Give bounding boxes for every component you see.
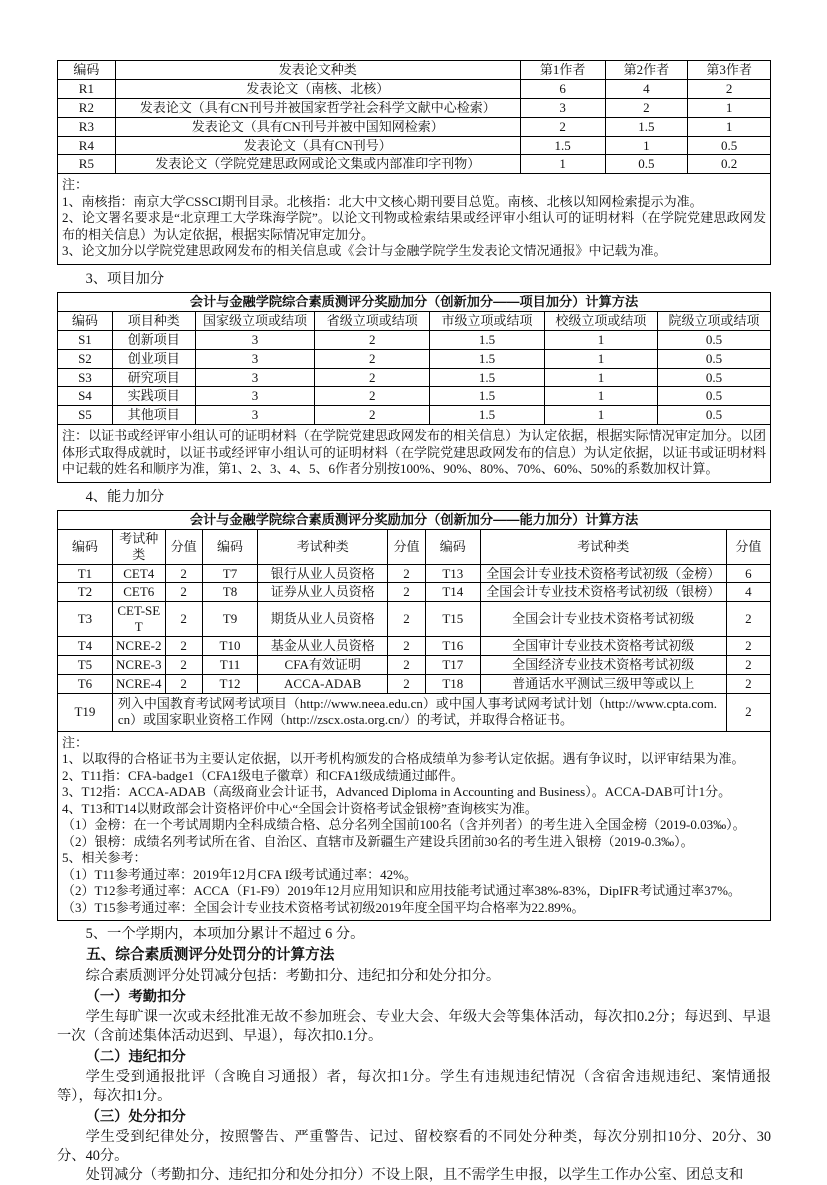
note-line: （1）金榜：在一个考试周期内全科成绩合格、总分名列全国前100名（含并列者）的考生进入全国金榜（2019-0.03‰）。	[62, 817, 746, 833]
cell-score: 0.5	[657, 349, 770, 368]
table3-title: 会计与金融学院综合素质测评分奖励加分（创新加分——能力加分）计算方法	[58, 510, 771, 529]
paragraph-attendance-deduction: 学生每旷课一次或未经批准无故不参加班会、专业大会、年级大会等集体活动，每次扣0.2分；每迟到、早退一次（含前述集体活动迟到、早退），每次扣0.1分。	[57, 1009, 771, 1045]
cell-score: 1	[544, 349, 657, 368]
cell-exam: CFA有效证明	[258, 655, 388, 674]
cell-paper-type: 发表论文（具有CN刊号并被国家哲学社会科学文献中心检索）	[115, 98, 520, 117]
cell-score: 2	[315, 387, 430, 406]
table-notes-row	[58, 425, 771, 483]
cell-exam: 全国会计专业技术资格考试初级（金榜）	[480, 564, 726, 583]
cell-score: 1	[544, 330, 657, 349]
cell-score: 2	[520, 117, 605, 136]
table-title-row	[58, 292, 771, 311]
cell-paper-type: 发表论文（南核、北核）	[115, 80, 520, 99]
table-row	[58, 117, 771, 136]
ability-points-table	[57, 510, 771, 921]
table-header-row	[58, 529, 771, 564]
cell-score: 2	[315, 406, 430, 425]
cell-score: 2	[165, 655, 202, 674]
paragraph-penalty-intro: 综合素质测评分处罚减分包括：考勤扣分、违纪扣分和处分扣分。	[85, 968, 501, 985]
cell-exam: 期货从业人员资格	[258, 602, 388, 637]
cell-score: 2	[315, 349, 430, 368]
cell-score: 1.5	[430, 368, 545, 387]
cell-score: 2	[165, 583, 202, 602]
cell-exam: CET4	[112, 564, 165, 583]
table-title-row	[58, 510, 771, 529]
note-line: 3、T12指：ACCA-ADAB（高级商业会计证书，Advanced Diploma in Accounting and Business）。ACCA-DAB可计1分。	[62, 784, 732, 800]
cell-code: T7	[202, 564, 258, 583]
cell-code: T1	[58, 564, 113, 583]
cell-code: S2	[58, 349, 113, 368]
heading-discipline-deduction: （二）违纪扣分	[85, 1049, 186, 1066]
cell-code: R5	[58, 155, 116, 174]
cell-score: 2	[165, 564, 202, 583]
cell-score: 2	[165, 602, 202, 637]
col-header-author2: 第2作者	[605, 61, 688, 80]
col-header-code: 编码	[202, 529, 258, 564]
cell-code: T15	[425, 602, 480, 637]
cell-score: 4	[726, 583, 770, 602]
cell-code: R2	[58, 98, 116, 117]
table-header-row	[58, 311, 771, 330]
cell-score: 2	[726, 602, 770, 637]
cell-score: 0.5	[657, 330, 770, 349]
cell-score: 3	[195, 349, 315, 368]
col-header-code: 编码	[58, 61, 116, 80]
table-row	[58, 80, 771, 99]
col-header-university: 校级立项或结项	[544, 311, 657, 330]
cell-score: 2	[388, 636, 426, 655]
cell-score: 0.5	[605, 155, 688, 174]
cell-score: 1	[544, 406, 657, 425]
cell-score: 1.5	[605, 117, 688, 136]
cell-project-type: 创新项目	[112, 330, 195, 349]
cell-code: S1	[58, 330, 113, 349]
col-header-score: 分值	[388, 529, 426, 564]
cell-score: 6	[520, 80, 605, 99]
cell-score: 0.5	[657, 368, 770, 387]
cell-score: 2	[726, 693, 770, 731]
cell-score: 2	[726, 674, 770, 693]
cell-score: 1	[520, 155, 605, 174]
cell-exam: NCRE-3	[112, 655, 165, 674]
cell-project-type: 实践项目	[112, 387, 195, 406]
cell-exam: 全国审计专业技术资格考试初级	[480, 636, 726, 655]
cell-exam: CET-SET	[112, 602, 165, 637]
cell-score: 0.5	[657, 387, 770, 406]
cell-score: 3	[195, 330, 315, 349]
cell-score: 2	[388, 564, 426, 583]
cell-exam: 基金从业人员资格	[258, 636, 388, 655]
cell-exam: 证券从业人员资格	[258, 583, 388, 602]
table-row-t19	[58, 693, 771, 731]
cell-code: R1	[58, 80, 116, 99]
cell-code: T16	[425, 636, 480, 655]
cell-code: T2	[58, 583, 113, 602]
note-line: （3）T15参考通过率：全国会计专业技术资格考试初级2019年度全国平均合格率为22.89%。	[62, 899, 585, 915]
table3-notes	[58, 731, 771, 921]
cell-score: 3	[195, 368, 315, 387]
cell-score: 0.5	[688, 136, 771, 155]
cell-score: 2	[605, 98, 688, 117]
cell-score: 6	[726, 564, 770, 583]
cell-project-type: 创业项目	[112, 349, 195, 368]
cell-code: T11	[202, 655, 258, 674]
cell-score: 1.5	[430, 349, 545, 368]
cell-score: 1.5	[430, 330, 545, 349]
cell-exam: NCRE-4	[112, 674, 165, 693]
cell-exam: ACCA-ADAB	[258, 674, 388, 693]
table-notes-row	[58, 731, 771, 921]
cell-code: T12	[202, 674, 258, 693]
project-points-table	[57, 292, 771, 483]
col-header-college: 院级立项或结项	[657, 311, 770, 330]
section-label-ability-points: 4、能力加分	[85, 488, 165, 505]
col-header-municipal: 市级立项或结项	[430, 311, 545, 330]
cell-score: 2	[388, 655, 426, 674]
cell-exam: 全国经济专业技术资格考试初级	[480, 655, 726, 674]
cell-project-type: 其他项目	[112, 406, 195, 425]
cell-score: 1.5	[430, 387, 545, 406]
section-label-project-points: 3、项目加分	[85, 270, 165, 287]
paragraph-penalty-no-cap: 处罚减分（考勤扣分、违纪扣分和处分扣分）不设上限，且不需学生申报，以学生工作办公室、团总支和	[85, 1167, 744, 1184]
cell-code: S5	[58, 406, 113, 425]
note-line: 2、T11指：CFA-badge1（CFA1级电子徽章）和CFA1级成绩通过邮件。	[62, 767, 464, 783]
table-row	[58, 583, 771, 602]
table-row	[58, 602, 771, 637]
note-line: 注：	[62, 734, 89, 750]
col-header-project-type: 项目种类	[112, 311, 195, 330]
cell-score: 3	[195, 406, 315, 425]
cell-score: 1	[544, 368, 657, 387]
cell-exam: 普通话水平测试三级甲等或以上	[480, 674, 726, 693]
col-header-exam-type: 考试种类	[258, 529, 388, 564]
cell-score: 2	[726, 636, 770, 655]
paragraph-punishment-deduction: 学生受到纪律处分，按照警告、严重警告、记过、留校察看的不同处分种类，每次分别扣10分、20分、30分、40分。	[57, 1129, 771, 1165]
col-header-code: 编码	[425, 529, 480, 564]
table-header-row	[58, 61, 771, 80]
paragraph-semester-cap: 5、一个学期内，本项加分累计不超过 6 分。	[85, 926, 365, 943]
cell-exam-description: 列入中国教育考试网考试项目（http://www.neea.edu.cn）或中国人事考试网考试计划（http://www.cpta.com.cn）或国家职业资格工作网（http://zscx.osta.org.cn/）的考试，并取得合格证书。	[112, 693, 726, 731]
cell-score: 2	[165, 636, 202, 655]
heading-penalty-calculation: 五、综合素质测评分处罚分的计算方法	[86, 947, 335, 964]
col-header-provincial: 省级立项或结项	[315, 311, 430, 330]
table1-notes	[58, 174, 771, 265]
note-line: 1、南核指：南京大学CSSCI期刊目录。北核指：北大中文核心期刊要目总览。南核、北核以知网检索提示为准。	[62, 193, 703, 209]
table-row	[58, 349, 771, 368]
cell-score: 1.5	[520, 136, 605, 155]
cell-exam: 全国会计专业技术资格考试初级（银榜）	[480, 583, 726, 602]
cell-exam: 银行从业人员资格	[258, 564, 388, 583]
cell-score: 2	[315, 330, 430, 349]
cell-score: 4	[605, 80, 688, 99]
note-line: （2）T12参考通过率：ACCA（F1-F9）2019年12月应用知识和应用技能考试通过率38%-83%，DipIFR考试通过率37%。	[62, 883, 741, 899]
table-row	[58, 636, 771, 655]
cell-score: 1	[605, 136, 688, 155]
paper-points-table	[57, 60, 771, 265]
cell-score: 1	[688, 117, 771, 136]
note-line: （1）T11参考通过率：2019年12月CFA I级考试通过率：42%。	[62, 866, 417, 882]
cell-code: R3	[58, 117, 116, 136]
cell-score: 2	[688, 80, 771, 99]
cell-code: T3	[58, 602, 113, 637]
note-line: 注：以证书或经评审小组认可的证明材料（在学院党建思政网发布的相关信息）为认定依据，根据实际情况审定加分。以团体形式取得成就时，以证书或经评审小组认可的证明材料（在学院党建思政网发布的信息）为认定依据，以证书或证明材料中记载的姓名和顺序为准，第1、2、3、4、5、6作者分别按100%、90%、80%、70%、60%、50%的系数加权计算。	[62, 428, 766, 477]
cell-score: 1	[544, 387, 657, 406]
cell-score: 1.5	[430, 406, 545, 425]
cell-score: 2	[165, 674, 202, 693]
cell-code: S3	[58, 368, 113, 387]
col-header-exam-type: 考试种类	[112, 529, 165, 564]
cell-score: 2	[388, 674, 426, 693]
table-row	[58, 368, 771, 387]
cell-code: T8	[202, 583, 258, 602]
cell-exam: CET6	[112, 583, 165, 602]
col-header-score: 分值	[726, 529, 770, 564]
table-row	[58, 330, 771, 349]
col-header-author3: 第3作者	[688, 61, 771, 80]
cell-code: T13	[425, 564, 480, 583]
note-line: 5、相关参考：	[62, 850, 147, 866]
cell-score: 2	[388, 602, 426, 637]
table2-title: 会计与金融学院综合素质测评分奖励加分（创新加分——项目加分）计算方法	[58, 292, 771, 311]
col-header-code: 编码	[58, 311, 113, 330]
table-row	[58, 155, 771, 174]
col-header-exam-type: 考试种类	[480, 529, 726, 564]
heading-attendance-deduction: （一）考勤扣分	[85, 989, 186, 1006]
table-row	[58, 564, 771, 583]
cell-score: 0.5	[657, 406, 770, 425]
cell-paper-type: 发表论文（具有CN刊号）	[115, 136, 520, 155]
col-header-national: 国家级立项或结项	[195, 311, 315, 330]
col-header-code: 编码	[58, 529, 113, 564]
cell-code: T5	[58, 655, 113, 674]
table-row	[58, 406, 771, 425]
cell-code: T14	[425, 583, 480, 602]
col-header-author1: 第1作者	[520, 61, 605, 80]
cell-code: T10	[202, 636, 258, 655]
cell-code: T6	[58, 674, 113, 693]
cell-exam: NCRE-2	[112, 636, 165, 655]
table-row	[58, 136, 771, 155]
table-row	[58, 98, 771, 117]
table-row	[58, 655, 771, 674]
cell-code: S4	[58, 387, 113, 406]
note-line: 4、T13和T14以财政部会计资格评价中心“全国会计资格考试金银榜”查询核实为准。	[62, 800, 538, 816]
cell-project-type: 研究项目	[112, 368, 195, 387]
cell-paper-type: 发表论文（具有CN刊号并被中国知网检索）	[115, 117, 520, 136]
cell-code: T17	[425, 655, 480, 674]
table-row	[58, 387, 771, 406]
note-line: 注：	[62, 177, 89, 193]
cell-exam: 全国会计专业技术资格考试初级	[480, 602, 726, 637]
note-line: 3、论文加分以学院党建思政网发布的相关信息或《会计与金融学院学生发表论文情况通报》中记载为准。	[62, 243, 667, 259]
cell-code: T19	[58, 693, 113, 731]
table-notes-row	[58, 174, 771, 265]
table2-notes	[58, 425, 771, 483]
cell-paper-type: 发表论文（学院党建思政网或论文集或内部准印字刊物）	[115, 155, 520, 174]
cell-score: 2	[388, 583, 426, 602]
cell-code: T4	[58, 636, 113, 655]
cell-score: 3	[520, 98, 605, 117]
note-line: 2、论文署名要求是“北京理工大学珠海学院”。以论文刊物或检索结果或经评审小组认可的证明材料（在学院党建思政网发布的相关信息）为认定依据，根据实际情况审定加分。	[62, 210, 766, 242]
cell-code: T9	[202, 602, 258, 637]
cell-score: 0.2	[688, 155, 771, 174]
col-header-paper-type: 发表论文种类	[115, 61, 520, 80]
cell-code: R4	[58, 136, 116, 155]
note-line: （2）银榜：成绩名列考试所在省、自治区、直辖市及新疆生产建设兵团前30名的考生进入银榜（2019-0.3‰）。	[62, 833, 694, 849]
heading-punishment-deduction: （三）处分扣分	[85, 1109, 186, 1126]
cell-code: T18	[425, 674, 480, 693]
col-header-score: 分值	[165, 529, 202, 564]
table-row	[58, 674, 771, 693]
cell-score: 2	[315, 368, 430, 387]
cell-score: 2	[726, 655, 770, 674]
cell-score: 3	[195, 387, 315, 406]
note-line: 1、以取得的合格证书为主要认定依据，以开考机构颁发的合格成绩单为参考认定依据。遇有争议时，以评审结果为准。	[62, 751, 745, 767]
cell-score: 1	[688, 98, 771, 117]
paragraph-discipline-deduction: 学生受到通报批评（含晚自习通报）者，每次扣1分。学生有违规违纪情况（含宿舍违规违纪、案情通报等），每次扣1分。	[57, 1069, 771, 1105]
